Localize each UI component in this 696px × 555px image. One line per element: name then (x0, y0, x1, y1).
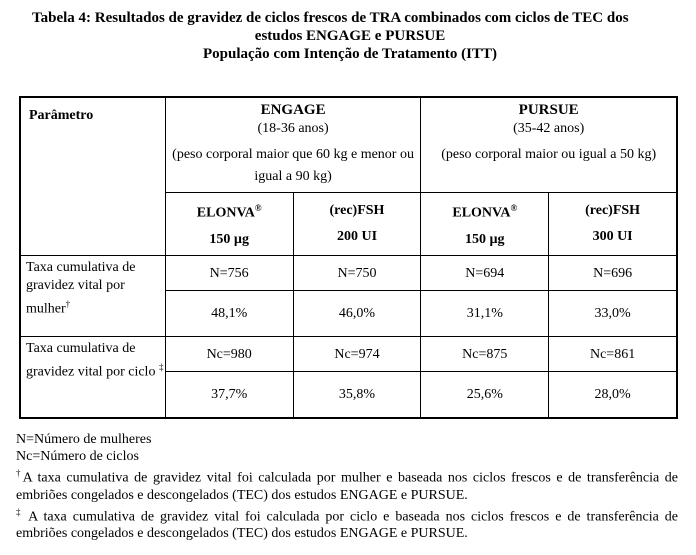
double-dagger-mark: ‡ (158, 362, 164, 372)
double-dagger-mark: ‡ (16, 506, 23, 517)
table-header-row (21, 98, 677, 193)
table-cell: N=756 (165, 256, 293, 291)
group-age: (18-36 anos) (257, 121, 329, 136)
footnote-dagger (16, 465, 678, 504)
table-cell: 31,1% (421, 291, 549, 337)
registered-mark: ® (510, 203, 518, 214)
table-row (21, 256, 677, 291)
table-cell: N=750 (293, 256, 421, 291)
group-weight: (peso corporal maior que 60 kg e menor ou igual a 90 kg) (172, 147, 414, 184)
caption-line-3: População com Intenção de Tratamento (ITT) (202, 46, 497, 62)
group-engage (165, 98, 421, 193)
param-header-cell (21, 98, 166, 256)
group-weight: (peso corporal maior ou igual a 50 kg) (441, 147, 657, 162)
treatment-dose: 200 UI (336, 229, 378, 244)
table-cell: Nc=980 (165, 337, 293, 372)
group-pursue (421, 98, 677, 193)
treatment-dose: 300 UI (592, 229, 633, 244)
table-caption (20, 9, 680, 63)
row-label-cell (21, 256, 166, 337)
row-label: Taxa cumulativa de gravidez vital por mulher (26, 260, 136, 317)
treatment-header (165, 193, 293, 256)
treatment-dose: 150 µg (209, 231, 249, 247)
treatment-name: (rec)FSH (585, 203, 641, 218)
table-cell: 28,0% (549, 372, 677, 418)
footnote-n: N=Número de mulheres (16, 432, 152, 447)
table-cell: 35,8% (293, 372, 421, 418)
footnote-dagger-text: A taxa cumulativa de gravidez vital foi calculada por mulher e baseada nos ciclos frescos e de transferência de embriões congelados e descongelados (TEC) dos estudos ENGAGE e PURSUE. (16, 470, 678, 503)
group-age: (35-42 anos) (513, 121, 585, 136)
treatment-header (549, 193, 677, 256)
footnote-double-dagger-text: A taxa cumulativa de gravidez vital foi calculada por ciclo e baseada nos ciclos frescos e de transferência de embriões congelados e descongelados (TEC) dos estudos ENGAGE e PURSUE. (16, 509, 679, 542)
treatment-header (421, 193, 549, 256)
row-label: Taxa cumulativa de gravidez vital por ciclo (26, 341, 156, 380)
dagger-mark: † (65, 299, 71, 309)
table-cell: 25,6% (421, 372, 549, 418)
table-cell: 37,7% (165, 372, 293, 418)
table-cell: 48,1% (165, 291, 293, 337)
table-row (21, 337, 677, 372)
treatment-name: ELONVA (452, 205, 511, 221)
dagger-mark: † (16, 468, 23, 478)
caption-line-1: Tabela 4: Resultados de gravidez de ciclos frescos de TRA combinados com ciclos de TEC dos (32, 10, 629, 26)
footnote-nc: Nc=Número de ciclos (16, 449, 139, 464)
caption-line-2: estudos ENGAGE e PURSUE (254, 28, 446, 44)
footnote-double-dagger (16, 504, 678, 543)
row-label-cell (21, 337, 166, 418)
treatment-header (293, 193, 421, 256)
group-name: PURSUE (518, 102, 579, 118)
treatment-dose: 150 µg (464, 231, 505, 247)
table-cell: N=696 (549, 256, 677, 291)
table-cell: Nc=974 (293, 337, 421, 372)
table-cell: Nc=875 (421, 337, 549, 372)
treatment-name: (rec)FSH (329, 203, 385, 218)
param-header: Parâmetro (29, 108, 94, 123)
table-cell: N=694 (421, 256, 549, 291)
group-name: ENGAGE (260, 102, 326, 118)
treatment-name: ELONVA (196, 205, 255, 221)
table-cell: 46,0% (293, 291, 421, 337)
table-cell: 33,0% (549, 291, 677, 337)
table-cell: Nc=861 (549, 337, 677, 372)
results-table (20, 97, 677, 418)
registered-mark: ® (254, 203, 262, 214)
table-footnotes (16, 431, 678, 542)
